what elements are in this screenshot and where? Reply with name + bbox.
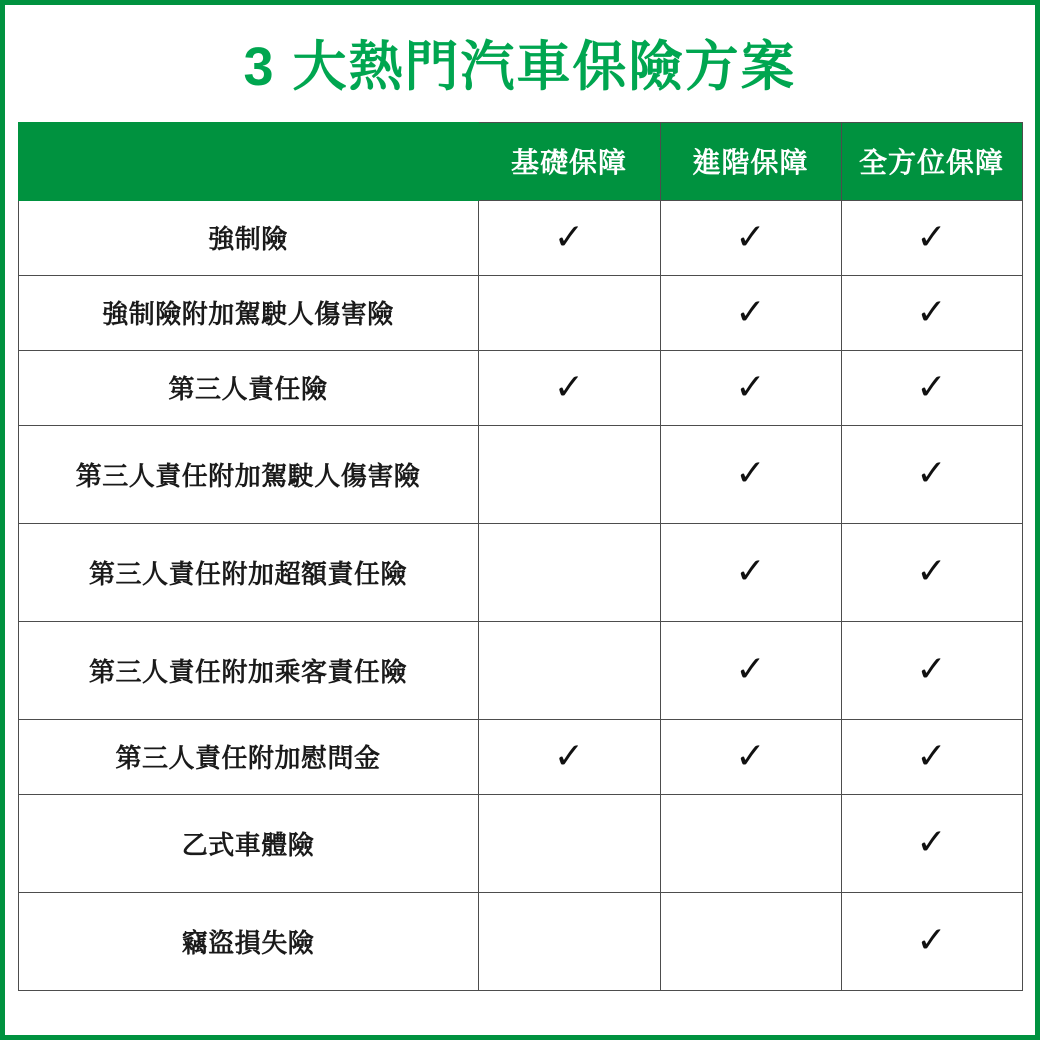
check-icon: ✓: [916, 920, 947, 962]
check-icon: ✓: [735, 216, 766, 258]
cell-advanced: [660, 523, 841, 621]
row-label: 第三人責任附加乘客責任險: [18, 621, 478, 719]
table-row: [18, 794, 1022, 892]
check-icon: ✓: [553, 216, 585, 258]
table-row: [18, 523, 1022, 621]
cell-comprehensive: [841, 350, 1022, 425]
check-icon: ✓: [916, 291, 947, 333]
cell-comprehensive: [841, 621, 1022, 719]
cell-comprehensive: [841, 892, 1022, 990]
table-row: [18, 275, 1022, 350]
insurance-plan-comparison-table: [18, 122, 1023, 991]
table-row: [18, 200, 1022, 275]
row-label: 第三人責任險: [18, 350, 478, 425]
check-icon: ✓: [916, 735, 947, 777]
cell-basic: [478, 523, 660, 621]
check-icon: ✓: [553, 366, 585, 408]
cell-basic: [478, 425, 660, 523]
cell-advanced: [660, 425, 841, 523]
row-label: 第三人責任附加慰問金: [18, 719, 478, 794]
column-header-advanced: 進階保障: [660, 122, 841, 200]
cell-basic: [478, 275, 660, 350]
check-icon: ✓: [735, 649, 766, 691]
cell-comprehensive: [841, 275, 1022, 350]
cell-advanced: [660, 892, 841, 990]
cell-advanced: [660, 794, 841, 892]
check-icon: ✓: [553, 735, 585, 777]
row-label: 竊盜損失險: [18, 892, 478, 990]
table-row: [18, 621, 1022, 719]
row-label: 第三人責任附加駕駛人傷害險: [18, 425, 478, 523]
check-icon: ✓: [735, 735, 766, 777]
row-label: 強制險附加駕駛人傷害險: [18, 275, 478, 350]
cell-advanced: [660, 200, 841, 275]
cell-comprehensive: [841, 523, 1022, 621]
row-header-blank-cell: [18, 122, 478, 200]
check-icon: ✓: [916, 216, 947, 258]
cell-advanced: [660, 275, 841, 350]
cell-basic: [478, 621, 660, 719]
row-label: 強制險: [18, 200, 478, 275]
check-icon: ✓: [916, 366, 947, 408]
cell-comprehensive: [841, 200, 1022, 275]
cell-advanced: [660, 621, 841, 719]
check-icon: ✓: [916, 551, 947, 593]
check-icon: ✓: [735, 366, 766, 408]
cell-advanced: [660, 350, 841, 425]
cell-basic: [478, 794, 660, 892]
table-body: [18, 200, 1022, 990]
cell-basic: [478, 719, 660, 794]
check-icon: ✓: [735, 291, 766, 333]
check-icon: ✓: [916, 822, 947, 864]
table-row: [18, 892, 1022, 990]
row-label: 第三人責任附加超額責任險: [18, 523, 478, 621]
cell-comprehensive: [841, 425, 1022, 523]
cell-basic: [478, 892, 660, 990]
cell-comprehensive: [841, 719, 1022, 794]
check-icon: ✓: [735, 551, 766, 593]
page-content: [5, 5, 1035, 1035]
table-row: [18, 719, 1022, 794]
cell-advanced: [660, 719, 841, 794]
cell-basic: [478, 350, 660, 425]
check-icon: ✓: [916, 453, 947, 495]
check-icon: ✓: [916, 649, 947, 691]
cell-basic: [478, 200, 660, 275]
column-header-comprehensive: 全方位保障: [841, 122, 1022, 200]
cell-comprehensive: [841, 794, 1022, 892]
check-icon: ✓: [735, 453, 766, 495]
table-header-row: [18, 122, 1022, 200]
row-label: 乙式車體險: [18, 794, 478, 892]
table-header: [18, 122, 1022, 200]
column-header-basic: 基礎保障: [478, 122, 660, 200]
table-row: [18, 350, 1022, 425]
page-title: 3 大熱門汽車保險方案: [243, 37, 797, 97]
table-row: [18, 425, 1022, 523]
